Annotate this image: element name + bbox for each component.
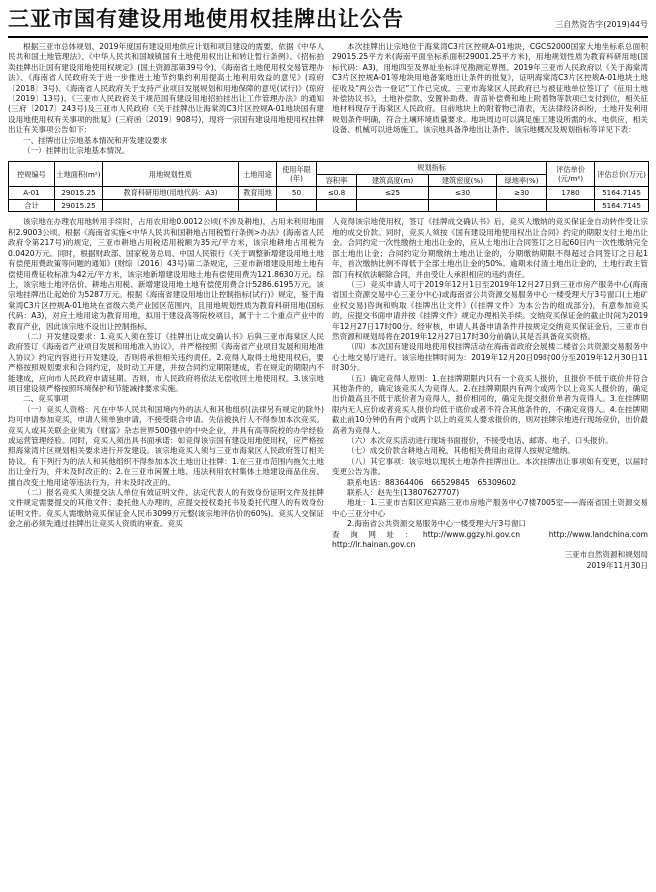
signature-org: 三亚市自然资源和规划局 [564, 550, 648, 560]
th-area: 土地面积(m²) [55, 162, 103, 187]
right-paragraph-1: 人竞得该宗地使用权，签订《挂牌成交确认书》后，竞买人缴纳的竞买保证金自动转作受让宗地的成交价款。同时，竞买人须按《国有建设用地使用权出让合同》约定的期限支付土地出让金。合同约定一次性缴纳土地出让金的，应从土地出让合同签订之日起60日内一次性缴纳完全部土地出让金；合同约定分期缴纳土地出让金的，分期缴纳期限不得超过合同签订之日起1年，首次缴纳比例不得低于全部土地出让金的50%。逾期未付清土地出让金的，土地行政主管部门有权依法解除合同，并由受让人承担相应的违约责任。 [332, 217, 648, 279]
cell-use-name: 教育科研用地(用地代码：A3) [103, 187, 239, 200]
contact-web [332, 529, 656, 551]
intro-left-column [8, 42, 324, 156]
cell-total-price-sum: 5164.7145 [595, 199, 649, 212]
th-parcel-no: 控规编号 [9, 162, 55, 187]
doc-number: 三自然资告字(2019)44号 [555, 20, 648, 29]
parcel-table [8, 161, 649, 212]
cell-empty [357, 199, 429, 212]
cell-empty [429, 199, 497, 212]
table-header-row [9, 162, 649, 175]
cell-term: 50 [277, 187, 317, 200]
section-2-heading: 二、竞买事项 [23, 394, 69, 404]
cell-green: ≥30 [497, 187, 547, 200]
web-links[interactable]: http://www.ggzy.hi.gov.cn http://www.landchina.com http://lr.hainan.gov.cn [332, 529, 656, 550]
cell-empty [497, 199, 547, 212]
contact-address-2: 2.海南省公共资源交易服务中心一楼受理大厅3号窗口 [347, 519, 527, 529]
contact-phone: 联系电话：88364406 66529845 65309602 [347, 477, 517, 487]
contact-address-1: 地址：1.三亚市吉阳区迎宾路三亚市房地产服务中心7楼7005室——海南省国土资源交易中心三亚分中心 [332, 498, 648, 518]
signature-date: 2019年11月30日 [586, 560, 648, 570]
th-use-name: 用地规划性质 [103, 162, 239, 187]
cell-density: ≤30 [429, 187, 497, 200]
right-paragraph-5: （六）本次竞买活动进行现场书面报价，不接受电话、邮寄、电子、口头报价。 [347, 436, 613, 445]
cell-far: ≤0.8 [317, 187, 357, 200]
right-paragraph-3: （四）本次国有建设用地使用权挂牌活动在海南省政府会展楼二楼省公共资源交易服务中心土地交易厅进行。该宗地挂牌时间为：2019年12月20日09时00分至2019年12月30日11时30分。 [332, 342, 648, 373]
cell-empty [239, 199, 277, 212]
table-total-row [9, 199, 649, 212]
page-title: 三亚市国有建设用地使用权挂牌出让公告 [8, 7, 404, 31]
cell-empty [317, 199, 357, 212]
cell-empty [277, 199, 317, 212]
web-label: 查询网址： [332, 529, 423, 539]
section-1-subheading: （一）挂牌出让宗地基本情况。 [23, 146, 130, 156]
th-density: 建筑密度(%) [429, 174, 497, 187]
left-paragraph-4: （二）报名竞买人须提交法人单位有效证明文件、法定代表人的有效身份证明文件及挂牌文件规定需要提交的其他文件；委托他人办理的，应提交授权委托书及委托代理人的有效身份证明文件。竞买人需缴纳竞买保证金人民币3099万元整(该宗地评估价的60%)。竞买人交保证金之前必须先通过挂牌出让竞买人资质的审查。竞买 [8, 488, 324, 529]
cell-parcel-no: A-01 [9, 187, 55, 200]
cell-total-area: 29015.25 [55, 199, 103, 212]
th-height: 建筑高度(m) [357, 174, 429, 187]
body-left-column [8, 217, 324, 571]
intro-paragraph-2: 本次挂牌出让宗地位于海棠湾C3片区控规A-01地块，CGCS2000国家大地坐标系总面积29015.25平方米(海南平面坐标系面积29001.25平方米)，用地规划性质为教育科研用地(国标代码：A3)，用地四至及界址坐标详见勘测定界图。2019年三亚市人民政府以《关于海棠湾C3片区控规A-01等地块用地备案地出让条件的批复》，证明海棠湾C3片区控规A-01地块土地征收及“两公告一登记”工作已完成。三亚市海棠区人民政府已与被征地单位签订了《征用土地补偿协议书》，土地补偿款、安置补助费、青苗补偿费和地上附着物等款项已支付到位，相关征地材料现存于海棠区人民政府。目前地块上的附着物已清表，无法律经济纠纷，土地开发利用规划条件明确，符合土壤环境质量要求。地块周边可以满足施工建设所需的水、电供应，相关设备、机械可以进场施工。该宗地具备净地出让条件。该宗地概况及规划指标等详见下表： [332, 42, 648, 135]
contact-person: 联系人：赵先生(13807627707) [347, 488, 460, 498]
left-paragraph-3: （一）竞买人资格：凡在中华人民共和国境内外的法人和其他组织(法律另有规定的除外)均可申请参加竞买，申请人须单独申请，不接受联合申请。失信被执行人不得参加本次竞买。竞买人或其关联企业须为《财富》杂志世界500强中的中央企业，并具有高等院校的办学经验或运营管理经验。同时，竞买人须出具书面承诺：如竞得该宗国有建设用地使用权，应严格按照海棠湾片区规划相关要求进行开发建设。该宗地竞买人须与三亚市海棠区人民政府签订相关协议。有下列行为的法人和其他组织不得参加本次土地出让挂牌：1.在三亚市范围内拖欠土地出让金行为，并未及时改正的；2.在三亚市闲置土地、违法利用农村集体土地建设商品住房、擅自改变土地用途等违法行为，并未及时改正的。 [8, 404, 324, 487]
right-paragraph-2: （三）竞买申请人可于2019年12月1日至2019年12月27日到三亚市房产服务中心(海南省国土资源交易中心三亚分中心)或海南省公共资源交易服务中心一楼受理大厅3号窗口(土地矿业权交易)咨询和购取《挂牌出让文件》(《挂牌文件》为本公告的组成部分)，有意参加竞买的，应提交书面申请并按《挂牌文件》规定办理相关手续。交纳竞买保证金的截止时间为2019年12月27日17时00分。经审核，申请人具备申请条件并按规定交纳竞买保证金后，三亚市自然资源和规划局将在2019年12月27日17时30分前确认其是否具备竞买资格。 [332, 279, 648, 341]
th-unit-price: 评估单价(元/m²) [547, 162, 595, 187]
th-land-use: 土地用途 [239, 162, 277, 187]
cell-unit-price: 1780 [547, 187, 595, 200]
intro-right-column [332, 42, 648, 156]
header [8, 6, 648, 38]
right-paragraph-7: （八）其它事项：该宗地以现状土地条件挂牌出让。本次挂牌出让事项如有变更，以届时变更公告为准。 [332, 456, 648, 477]
left-paragraph-1: 该宗地在办理农用地转用手续时，占用农用地0.0012公顷(不涉及耕地)，占用未利用地面积2.9003公顷。根据《海南省实施<中华人民共和国耕地占用税暂行条例>办法》(海南省人民政府令第217号)的规定，三亚市耕地占用税适用税额为35元/平方米，该宗地耕地占用税为0.0420万元。同时，根据财政部、国家税务总局、中国人民银行《关于调整新增建设用地土地有偿使用费政策等问题的通知》(财综〔2016〕43号)第二条规定，三亚市新增建设用地土地有偿使用费征收标准为42元/平方米，该宗地新增建设用地土地有偿使用费为121.8630万元。综上，该宗地土地评估价、耕地占用税、新增建设用地土地有偿使用费合计5286.6195万元。该宗地挂牌出让起始价为5287万元。根据《海南省建设用地出让控制指标(试行)》规定，鉴于海棠湾C3片区控规A-01地块在省级六类产业园区范围内，且用地规划性质为教育科研用地(国标代码：A3)，对应土地用途为教育用地，拟用于建设高等院校项目，属于十二个重点产业中的教育产业，因此该宗地不设出让控制指标。 [8, 217, 324, 331]
cell-empty [103, 199, 239, 212]
table-row [9, 187, 649, 200]
th-green: 绿地率(%) [497, 174, 547, 187]
cell-area: 29015.25 [55, 187, 103, 200]
right-paragraph-6: （七）成交价款含耕地占用税，其他相关费用由竞得人按规定缴纳。 [347, 446, 575, 456]
cell-total-price: 5164.7145 [595, 187, 649, 200]
intro-paragraph-1: 根据三亚市总体规划、2019年度国有建设用地供应计划和项目建设的需要，依据《中华人民共和国土地管理法》、《中华人民共和国城镇国有土地使用权出让和转让暂行条例》、《招标拍卖挂牌出让国有建设用地使用权规定》(国土资源部第39号令)、《海南省土地使用权交易管理办法》、《海南省人民政府关于进一步推进土地节约集约利用提高土地利用效益的意见》(琼府〔2018〕3号)、《海南省人民政府关于支持产业项目发展规划和用地保障的意见(试行)》(琼府〔2019〕13号)、《三亚市人民政府关于规范国有建设用地招拍挂出让工作管理办法》的通知(三府〔2017〕243号)及三亚市人民政府《关于挂牌出让海棠湾C3片区控规A-01地块国有建设用地使用权有关事项的批复》(三府函〔2019〕908号)，现将一宗国有建设用地使用权挂牌出让有关事项公告如下： [8, 42, 324, 135]
intro-columns [8, 42, 648, 156]
body-columns [8, 217, 656, 571]
cell-land-use: 教育用地 [239, 187, 277, 200]
body-right-column [332, 217, 656, 571]
section-1-heading: 一、挂牌出让宗地基本情况和开发建设要求 [23, 135, 168, 145]
th-total-price: 评估总价(万元) [595, 162, 649, 187]
cell-height: ≤25 [357, 187, 429, 200]
cell-empty [547, 199, 595, 212]
th-far: 容积率 [317, 174, 357, 187]
right-paragraph-4: （五）确定竞得人原则：1.在挂牌期限内只有一个竞买人报价，且报价不低于底价并符合其他条件的，确定该竞买人为竞得人。2.在挂牌期限内有两个或两个以上竞买人报价的，确定出价最高且不低于底价者为竞得人，报价相同的，确定先提交报价单者为竞得人。3.在挂牌期限内无人应价或者竞买人报价均低于底价或者不符合其他条件的，不确定竞得人。4.在挂牌期截止前10分钟仍有两个或两个以上的竞买人要求报价的，则对挂牌宗地进行现场竞价，出价最高者为竞得人。 [332, 373, 648, 435]
th-planning: 规划指标 [317, 162, 547, 175]
th-term: 使用年限(年) [277, 162, 317, 187]
cell-total-label: 合计 [9, 199, 55, 212]
left-paragraph-2: （二）开发建设要求：1.竞买人须在签订《挂牌出让成交确认书》后與三亚市海棠区人民政府签订《海南省产业项目发展和用地准入协议》，并严格按照《海南省产业项目发展和用地准入协议》约定内容进行开发建设，否则将承担相关违约责任。2.竞得人取得土地使用权后，要严格按照规划要求和合同约定，及时动工开建，并按合同约定期限建成，若在规定的期限内不能建成，应向市人民政府申请延期。否则，市人民政府将依法无偿收回土地使用权。3.该宗地项目建设须严格按照环境保护和节能减排要求实施。 [8, 331, 324, 393]
